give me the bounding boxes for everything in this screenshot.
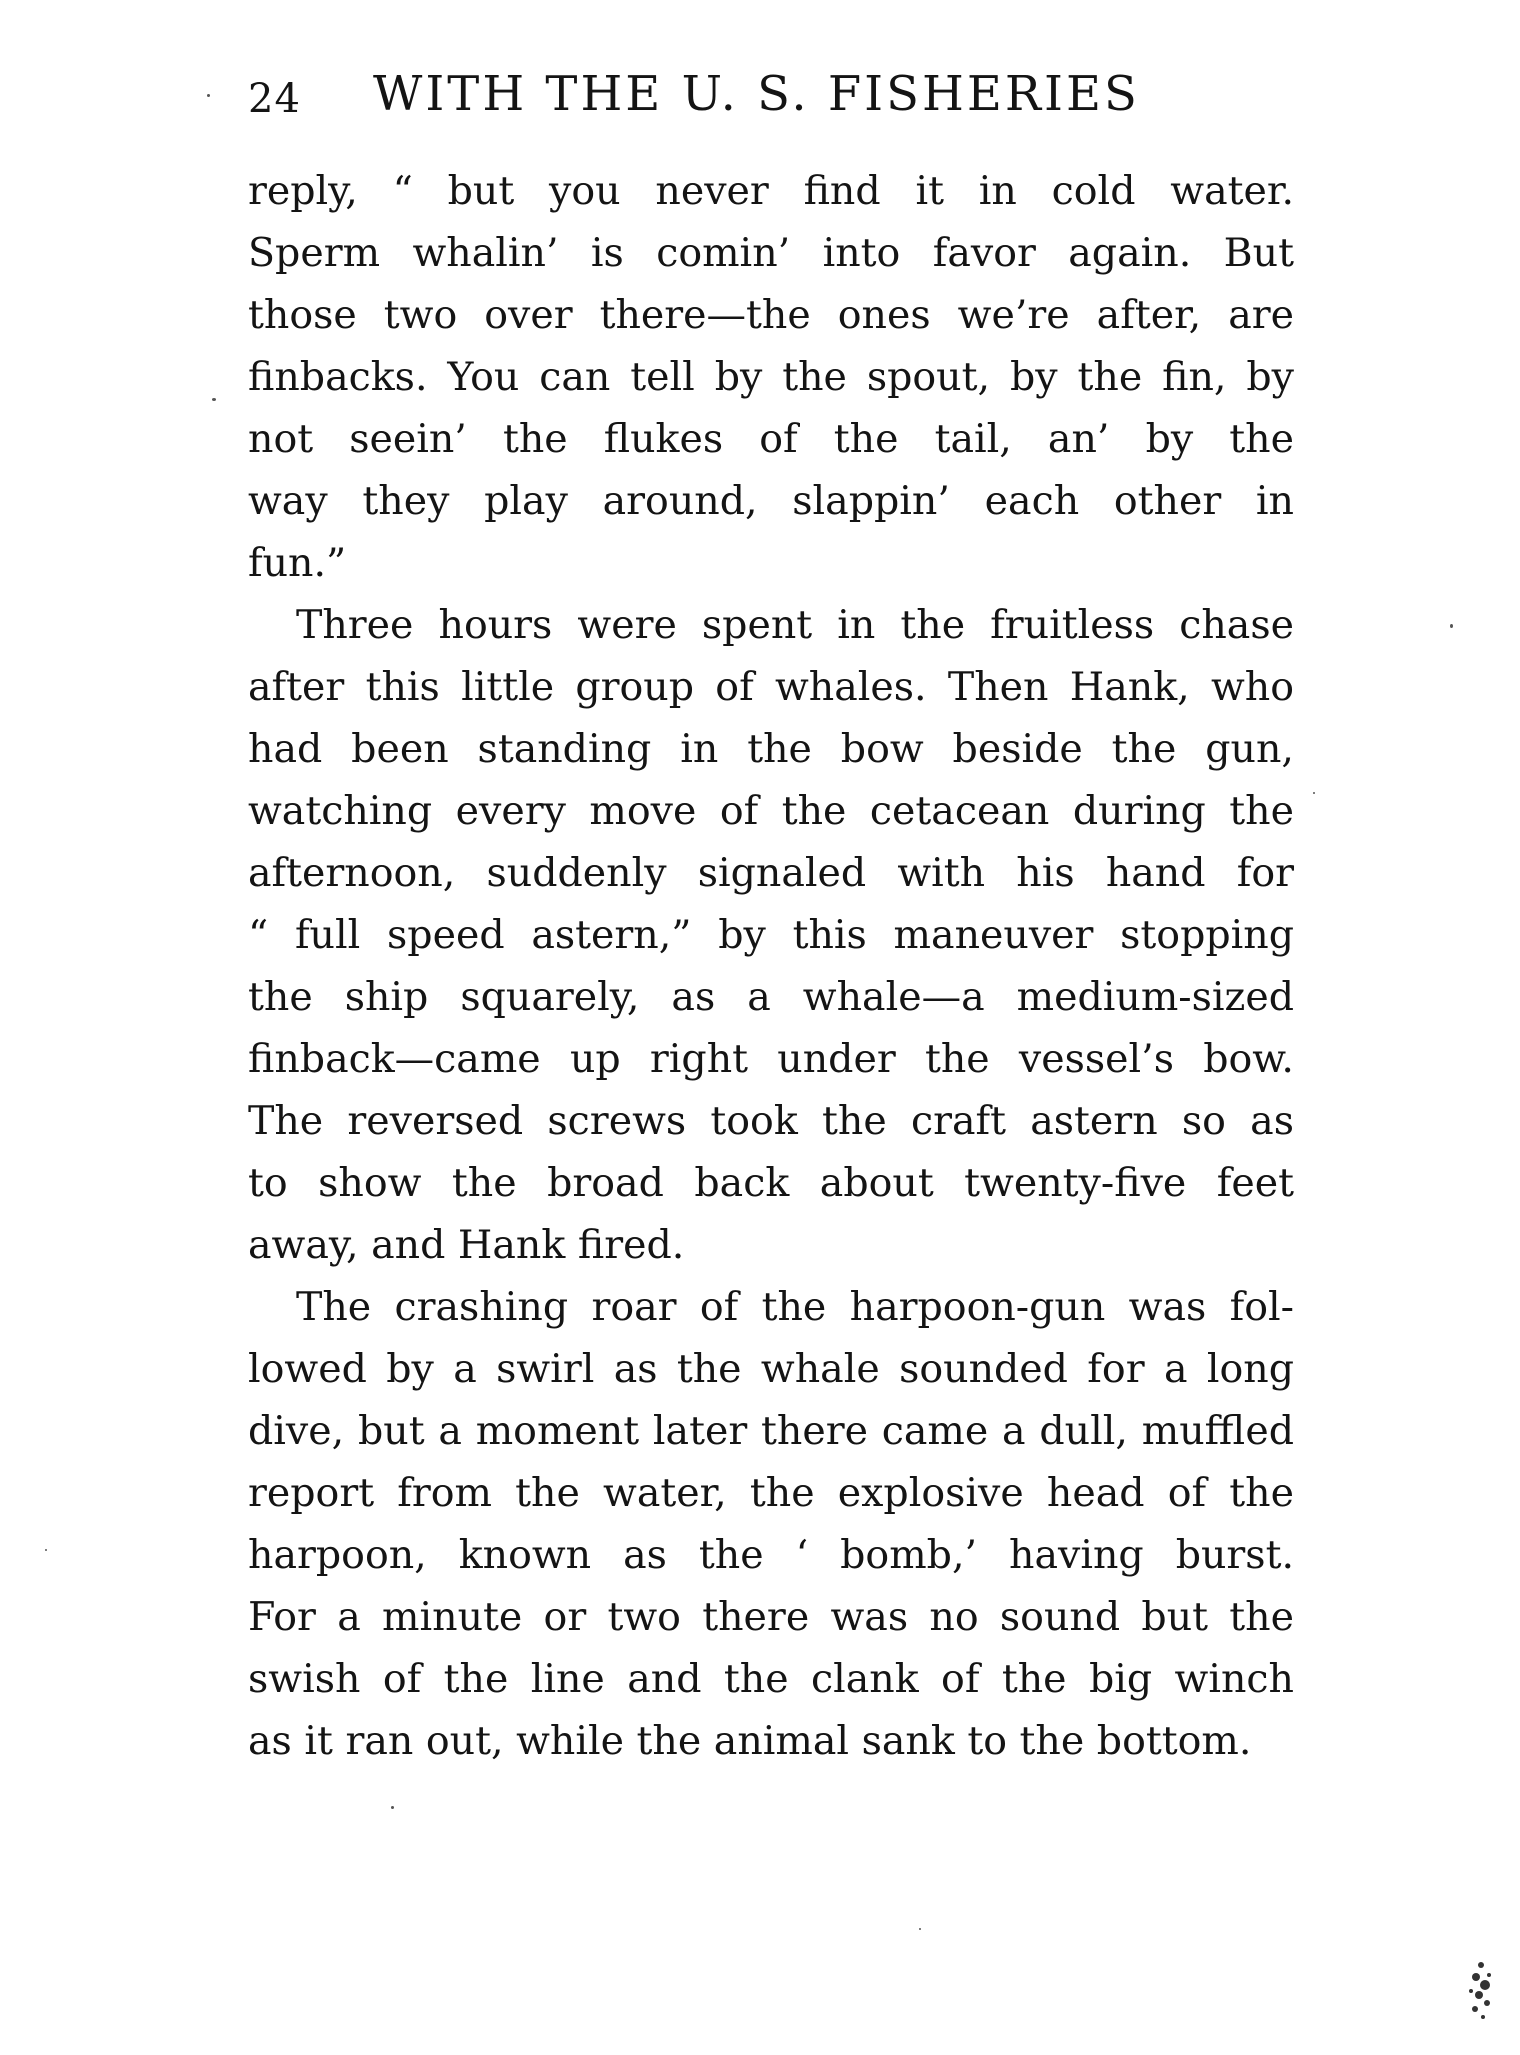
text-line: The reversed screws took the craft astern so as <box>248 1098 1294 1144</box>
text-line: finback—came up right under the vessel’s bow. <box>248 1036 1294 1082</box>
paragraph <box>248 1276 1294 1772</box>
text-line: away, and Hank fired. <box>248 1222 685 1268</box>
text-line: “ full speed astern,” by this maneuver stopping <box>248 912 1294 958</box>
text-line: For a minute or two there was no sound but the <box>248 1594 1294 1640</box>
text-line: not seein’ the flukes of the tail, an’ by the <box>248 416 1294 462</box>
text-line: to show the broad back about twenty-five feet <box>248 1160 1294 1206</box>
scan-speck <box>391 1806 394 1809</box>
scan-speck <box>207 94 210 97</box>
text-line: Sperm whalin’ is comin’ into favor again. But <box>248 230 1294 276</box>
text-line: finbacks. You can tell by the spout, by the fin, by <box>248 354 1294 400</box>
text-line: after this little group of whales. Then Hank, who <box>248 664 1294 710</box>
scan-speck <box>1313 792 1315 794</box>
scan-speck <box>1450 624 1453 628</box>
text-line: report from the water, the explosive head of the <box>248 1470 1294 1516</box>
text-line: harpoon, known as the ‘ bomb,’ having burst. <box>248 1532 1294 1578</box>
text-line: afternoon, suddenly signaled with his hand for <box>248 850 1294 896</box>
text-line: swish of the line and the clank of the big winch <box>248 1656 1294 1702</box>
body-text <box>248 160 1294 1772</box>
text-line: The crashing roar of the harpoon-gun was fol- <box>296 1284 1294 1330</box>
text-line: dive, but a moment later there came a dull, muffled <box>248 1408 1294 1454</box>
text-line: those two over there—the ones we’re after, are <box>248 292 1294 338</box>
text-line: fun.” <box>248 540 347 586</box>
text-line: lowed by a swirl as the whale sounded for a long <box>248 1346 1294 1392</box>
text-line: had been standing in the bow beside the gun, <box>248 726 1294 772</box>
scan-speck <box>45 1549 47 1551</box>
scan-smudge <box>1461 1935 1501 2035</box>
running-head <box>248 66 1308 146</box>
running-title: WITH THE U. S. FISHERIES <box>373 66 1140 122</box>
text-line: Three hours were spent in the fruitless chase <box>296 602 1294 648</box>
text-line: the ship squarely, as a whale—a medium-sized <box>248 974 1294 1020</box>
text-line: reply, “ but you never find it in cold water. <box>248 168 1294 214</box>
paragraph <box>248 594 1294 1276</box>
scan-speck <box>919 1928 921 1930</box>
scan-speck <box>212 398 216 401</box>
text-line: way they play around, slappin’ each other in <box>248 478 1294 524</box>
paragraph <box>248 160 1294 594</box>
text-line: as it ran out, while the animal sank to the bottom. <box>248 1718 1252 1764</box>
page-number: 24 <box>248 76 301 122</box>
text-line: watching every move of the cetacean during the <box>248 788 1294 834</box>
